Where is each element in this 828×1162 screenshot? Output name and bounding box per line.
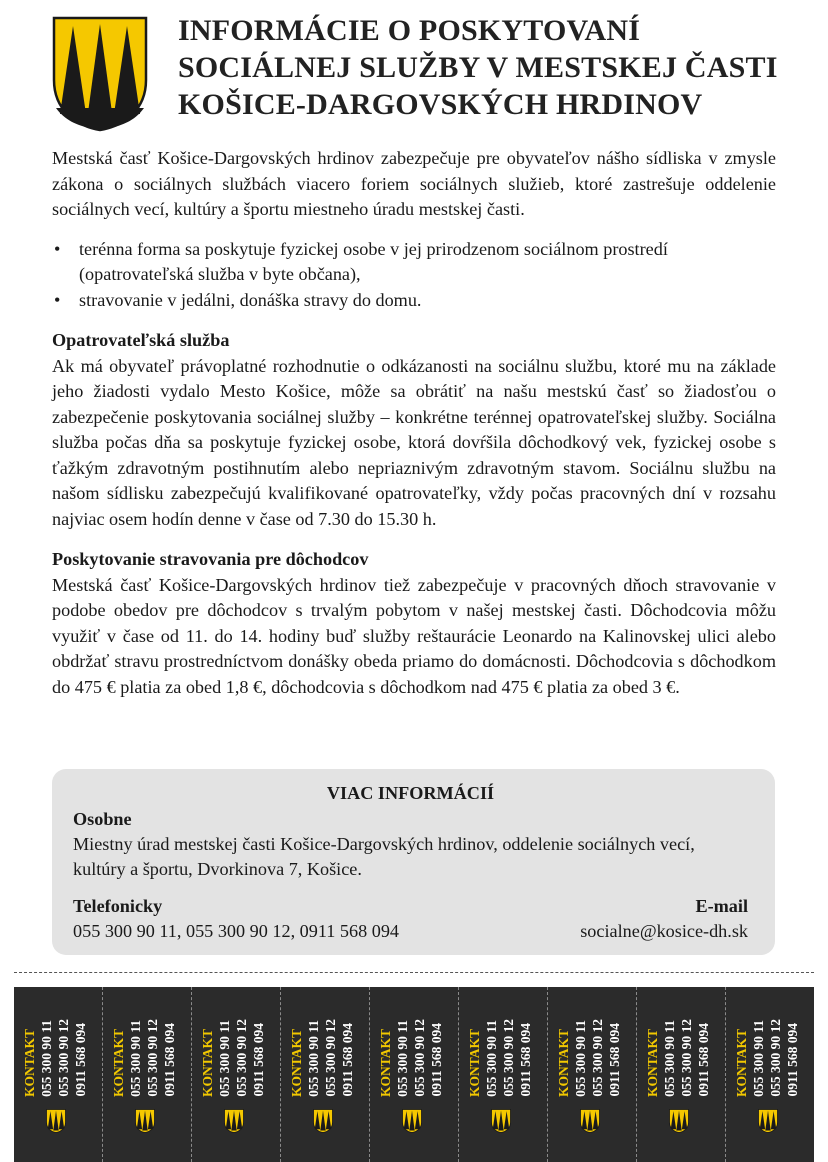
strip-phone-number: 055 300 90 11 [39, 1020, 54, 1097]
email-label: E-mail [695, 896, 748, 916]
strip-phone-number: 0911 568 094 [251, 1023, 266, 1097]
header [52, 12, 792, 132]
strip-phone-number: 0911 568 094 [162, 1023, 177, 1097]
strip-text [733, 997, 815, 1097]
tear-off-strip[interactable] [370, 987, 459, 1162]
section-heading-care: Opatrovateľská služba [52, 330, 230, 350]
tear-off-strip[interactable] [459, 987, 548, 1162]
service-list [52, 237, 776, 314]
strip-phone-number: 055 300 90 11 [751, 1020, 766, 1097]
strip-phone-number: 055 300 90 11 [128, 1020, 143, 1097]
strip-phone-number: 055 300 90 12 [323, 1019, 338, 1097]
coat-of-arms-icon [311, 1109, 335, 1133]
coat-of-arms-icon [133, 1109, 157, 1133]
contact-row [73, 894, 748, 944]
phone-label: Telefonicky [73, 896, 163, 916]
strip-text [21, 997, 103, 1097]
strip-phone-number: 055 300 90 11 [217, 1020, 232, 1097]
coat-of-arms-icon [578, 1109, 602, 1133]
strip-kontakt-label: KONTAKT [645, 1028, 660, 1097]
tear-off-strip[interactable] [14, 987, 103, 1162]
strip-phone-number: 055 300 90 12 [768, 1019, 783, 1097]
strip-kontakt-label: KONTAKT [111, 1028, 126, 1097]
person-label: Osobne [73, 809, 132, 829]
strip-text [288, 997, 370, 1097]
strip-kontakt-label: KONTAKT [289, 1028, 304, 1097]
title-line: KOŠICE-DARGOVSKÝCH HRDINOV [178, 88, 703, 121]
phone-block [73, 894, 399, 944]
strip-phone-number: 055 300 90 12 [145, 1019, 160, 1097]
tear-off-strip[interactable] [637, 987, 726, 1162]
person-address: Miestny úrad mestskej časti Košice-Dargovských hrdinov, oddelenie sociálnych vecí, kultúry a športu, Dvorkinova 7, Košice. [73, 834, 695, 879]
strip-text [377, 997, 459, 1097]
strip-phone-number: 055 300 90 12 [412, 1019, 427, 1097]
info-box [52, 769, 775, 955]
strip-text [466, 997, 548, 1097]
strip-phone-number: 055 300 90 11 [484, 1020, 499, 1097]
title-line: INFORMÁCIE O POSKYTOVANÍ [178, 14, 641, 47]
email-address[interactable]: socialne@kosice-dh.sk [580, 921, 748, 941]
cut-line [14, 972, 814, 973]
strip-phone-number: 055 300 90 12 [56, 1019, 71, 1097]
strip-phone-number: 055 300 90 12 [234, 1019, 249, 1097]
strip-kontakt-label: KONTAKT [200, 1028, 215, 1097]
phone-numbers: 055 300 90 11, 055 300 90 12, 0911 568 094 [73, 921, 400, 941]
tear-off-strip[interactable] [548, 987, 637, 1162]
coat-of-arms-icon [756, 1109, 780, 1133]
list-item: • stravovanie v jedálni, donáška stravy do domu. [52, 288, 776, 314]
strip-phone-number: 055 300 90 12 [679, 1019, 694, 1097]
strip-phone-number: 055 300 90 11 [395, 1020, 410, 1097]
info-heading: VIAC INFORMÁCIÍ [326, 783, 495, 803]
strip-phone-number: 0911 568 094 [785, 1023, 800, 1097]
strip-kontakt-label: KONTAKT [467, 1028, 482, 1097]
tear-off-strip[interactable] [281, 987, 370, 1162]
strip-phone-number: 0911 568 094 [607, 1023, 622, 1097]
section-body-care: Ak má obyvateľ právoplatné rozhodnutie o odkázanosti na sociálnu službu, ktoré mu na základe jeho žiadosti vydalo Mesto Košice, môže sa obrátiť na našu mestskú časť so žiadosťou o zabezpečenie poskytovania sociálnej služby – konkrétne terénnej opatrovateľskej služby. Sociálna služba počas dňa sa poskytuje fyzickej osobe, ktorá dovŕšila dôchodkový vek, fyzickej osobe s ťažkým zdravotným postihnutím alebo nepriaznivým zdravotným stavom. Sociálnu službu na našom sídlisku zabezpečujú kvalifikované opatrovateľky, vždy počas pracovných dní v rozsahu najviac osem hodín denne v čase od 7.30 do 15.30 h. [52, 355, 776, 529]
section-body-meals: Mestská časť Košice-Dargovských hrdinov tiež zabezpečuje v pracovných dňoch stravovanie v podobe obedov pre dôchodcov s trvalým pobytom v našej mestskej časti. Dôchodcovia môžu využiť v čase od 11. do 14. hodiny buď služby reštaurácie Leonardo na Kalinovskej ulici alebo obdržať stravu prostredníctvom donášky obeda priamo do domácnosti. Dôchodcovia s dôchodkom do 475 € platia za obed 1,8 €, dôchodcovia s dôchodkom nad 475 € platia za obed 3 €. [52, 574, 776, 697]
title-line: SOCIÁLNEJ SLUŽBY V MESTSKEJ ČASTI [178, 51, 778, 84]
strip-phone-number: 0911 568 094 [429, 1023, 444, 1097]
strip-text [110, 997, 192, 1097]
coat-of-arms-icon [400, 1109, 424, 1133]
coat-of-arms-icon [52, 16, 148, 132]
coat-of-arms-icon [44, 1109, 68, 1133]
main-content [52, 146, 776, 715]
strip-kontakt-label: KONTAKT [556, 1028, 571, 1097]
tear-off-strips [14, 987, 814, 1162]
strip-phone-number: 0911 568 094 [696, 1023, 711, 1097]
section-heading-meals: Poskytovanie stravovania pre dôchodcov [52, 549, 369, 569]
strip-phone-number: 055 300 90 11 [573, 1020, 588, 1097]
email-block [580, 894, 748, 944]
page-title [178, 12, 778, 123]
coat-of-arms-icon [222, 1109, 246, 1133]
strip-phone-number: 055 300 90 12 [590, 1019, 605, 1097]
tear-off-strip[interactable] [103, 987, 192, 1162]
strip-phone-number: 055 300 90 11 [662, 1020, 677, 1097]
list-item: • terénna forma sa poskytuje fyzickej osobe v jej prirodzenom sociálnom prostredí (opatrovateľská služba v byte občana), [52, 237, 776, 288]
strip-text [644, 997, 726, 1097]
coat-of-arms-icon [667, 1109, 691, 1133]
strip-phone-number: 0911 568 094 [518, 1023, 533, 1097]
strip-text [555, 997, 637, 1097]
strip-phone-number: 0911 568 094 [340, 1023, 355, 1097]
strip-phone-number: 055 300 90 12 [501, 1019, 516, 1097]
tear-off-strip[interactable] [192, 987, 281, 1162]
strip-phone-number: 0911 568 094 [73, 1023, 88, 1097]
strip-kontakt-label: KONTAKT [378, 1028, 393, 1097]
strip-kontakt-label: KONTAKT [22, 1028, 37, 1097]
intro-paragraph: Mestská časť Košice-Dargovských hrdinov zabezpečuje pre obyvateľov nášho sídliska v zmysle zákona o sociálnych službách viacero foriem sociálnych služieb, ktoré zastrešuje oddelenie sociálnych vecí, kultúry a športu miestneho úradu mestskej časti. [52, 148, 776, 219]
coat-of-arms-icon [489, 1109, 513, 1133]
strip-text [199, 997, 281, 1097]
tear-off-strip[interactable] [726, 987, 814, 1162]
strip-phone-number: 055 300 90 11 [306, 1020, 321, 1097]
strip-kontakt-label: KONTAKT [734, 1028, 749, 1097]
